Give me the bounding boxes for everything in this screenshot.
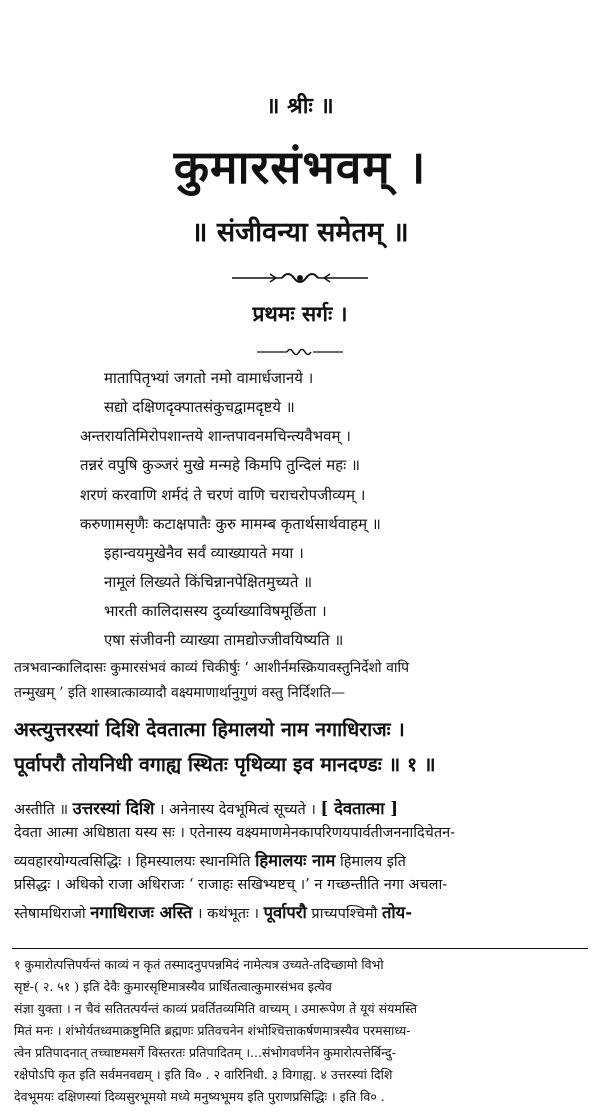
commentary-keyword: नगाधिराजः अस्ति xyxy=(90,903,193,922)
commentary-text: । अनेनास्य देवभूमित्वं सूच्यते । xyxy=(154,802,321,818)
commentary-text: अस्तीति ॥ xyxy=(14,802,73,818)
verse-line: एषा संजीवनी व्याख्या तामद्योज्जीवयिष्यति ॥ xyxy=(104,631,344,649)
footnote-line: रक्षेपोऽपि कृत इति सर्वमनवद्यम् । इति वि० . २ वारिनिधी. ३ विगाह्य. ४ उत्तरस्यां दिशि xyxy=(14,1067,393,1082)
commentary-keyword: हिमालयः नाम xyxy=(255,851,336,870)
footnote-line: सृष्टं-( २. ५१ ) इति देवैः कुमारसृष्टिमात्रस्यैव प्रार्थितत्वात्कुमारसंभव इत्येव xyxy=(14,979,332,994)
root-verse-line: अस्त्युत्तरस्यां दिशि देवतात्मा हिमालयो नाम नगाधिराजः । xyxy=(14,718,405,741)
canto-heading: प्रथमः सर्गः । xyxy=(252,301,348,326)
commentary-line xyxy=(14,900,412,923)
verse-line: भारती कालिदासस्य दुर्व्याख्याविषमूर्छिता । xyxy=(104,602,327,620)
footnote-line: १ कुमारोत्पत्तिपर्यन्तं काव्यं न कृतं तस्मादनुपपन्नमिदं नामेत्यत्र उच्यते-तदिच्छामो विभो xyxy=(14,957,384,972)
footnote-divider xyxy=(12,948,588,949)
verse-line: इहान्वयमुखेनैव सर्वं व्याख्यायते मया । xyxy=(104,544,304,562)
root-verse-line: पूर्वापरौ तोयनिधी वगाह्य स्थितः पृथिव्या इव मानदण्डः ॥ १ ॥ xyxy=(14,753,436,776)
commentary-keyword: पूर्वापरौ xyxy=(263,903,307,922)
commentary-keyword: तोय- xyxy=(382,903,413,922)
verse-line: मातापितृभ्यां जगतो नमो वामार्धजानये । xyxy=(104,369,314,387)
commentary-text: स्तेषामधिराजो xyxy=(14,906,91,922)
commentary-text: व्यवहारयोग्यत्वसिद्धिः । हिमस्यालयः स्थानमिति xyxy=(14,854,256,870)
verse-line: शरणं करवाणि शर्मदं ते चरणं वाणि चराचरोपजीव्यम् । xyxy=(80,486,366,504)
commentary-line: देवता आत्मा अधिष्ठाता यस्य सः । एतेनास्य वक्ष्यमाणमेनकापरिणयपार्वतीजननादिचेतन- xyxy=(14,825,456,841)
verse-line: सद्यो दक्षिणदृक्पातसंकुचद्वामदृष्टये ॥ xyxy=(104,398,295,416)
intro-line: तन्मुखम् ’ इति शास्त्रात्काव्यादौ वक्ष्यमाणार्थानुगुणं वस्तु निर्दिशति— xyxy=(14,685,345,701)
book-subtitle: ॥ संजीवन्या समेतम् ॥ xyxy=(191,217,409,248)
commentary-text: । कथंभूतः । xyxy=(192,906,264,922)
ornament-divider-mid-icon xyxy=(255,346,345,358)
commentary-keyword: उत्तरस्यां दिशि xyxy=(72,799,155,818)
intro-line: तत्रभवान्कालिदासः कुमारसंभवं काव्यं चिकीर्षुः ‘ आशीर्नमस्क्रियावस्तुनिर्देशो वापि xyxy=(14,660,410,676)
commentary-keyword: [ देवतात्मा ] xyxy=(320,799,399,818)
invocation-heading: ॥ श्रीः ॥ xyxy=(266,93,334,119)
footnote-line: देवभूमयः दक्षिणस्यां दिव्यसुरभूमयो मध्ये मनुष्यभूमय इति पुराणप्रसिद्धिः । इति वि० . xyxy=(14,1089,385,1104)
verse-line: करुणामसृणैः कटाक्षपातैः कुरु मामम्ब कृतार्थसार्थवाहम् ॥ xyxy=(80,515,381,533)
commentary-line: प्रसिद्धः । अधिको राजा अधिराजः ‘ राजाहः सखिभ्यष्टच् ।’ न गच्छन्तीति नगा अचला- xyxy=(14,877,448,893)
ornament-divider-top-icon xyxy=(230,268,370,288)
footnote-line: संज्ञा युक्ता । न चैवं सतितत्पर्यन्तं काव्यं प्रवर्तितव्यमिति वाच्यम् । उमारूपेण ते यूयं संयमस्ति xyxy=(14,1001,418,1016)
book-title: कुमारसंभवम् । xyxy=(173,140,427,194)
commentary-line xyxy=(14,796,398,819)
footnote-line: त्वेन प्रतिपादनात् तच्चाष्टमसर्गे विस्तरतः प्रतिपादितम् ।...संभोगवर्णनेन कुमारोत्पत्तेर्बिन्दु- xyxy=(14,1045,396,1060)
commentary-text: हिमालय इति xyxy=(335,854,406,870)
footnote-line: मितं मनः । शंभोर्यतध्वमाक्रष्टुमिति ब्रह्मणः प्रतिवचनेन शंभोश्चित्ताकर्षणमात्रस्यैव परमसाध्य- xyxy=(14,1023,411,1038)
verse-line: नामूलं लिख्यते किंचिन्नानपेक्षितमुच्यते ॥ xyxy=(104,573,313,591)
commentary-line xyxy=(14,848,406,871)
commentary-text: प्राच्यपश्चिमौ xyxy=(306,906,382,922)
verse-line: अन्तरायतिमिरोपशान्तये शान्तपावनमचिन्त्यवैभवम् । xyxy=(80,427,351,445)
verse-line: तन्नरं वपुषि कुञ्जरं मुखे मन्महे किमपि तुन्दिलं महः ॥ xyxy=(80,456,360,474)
